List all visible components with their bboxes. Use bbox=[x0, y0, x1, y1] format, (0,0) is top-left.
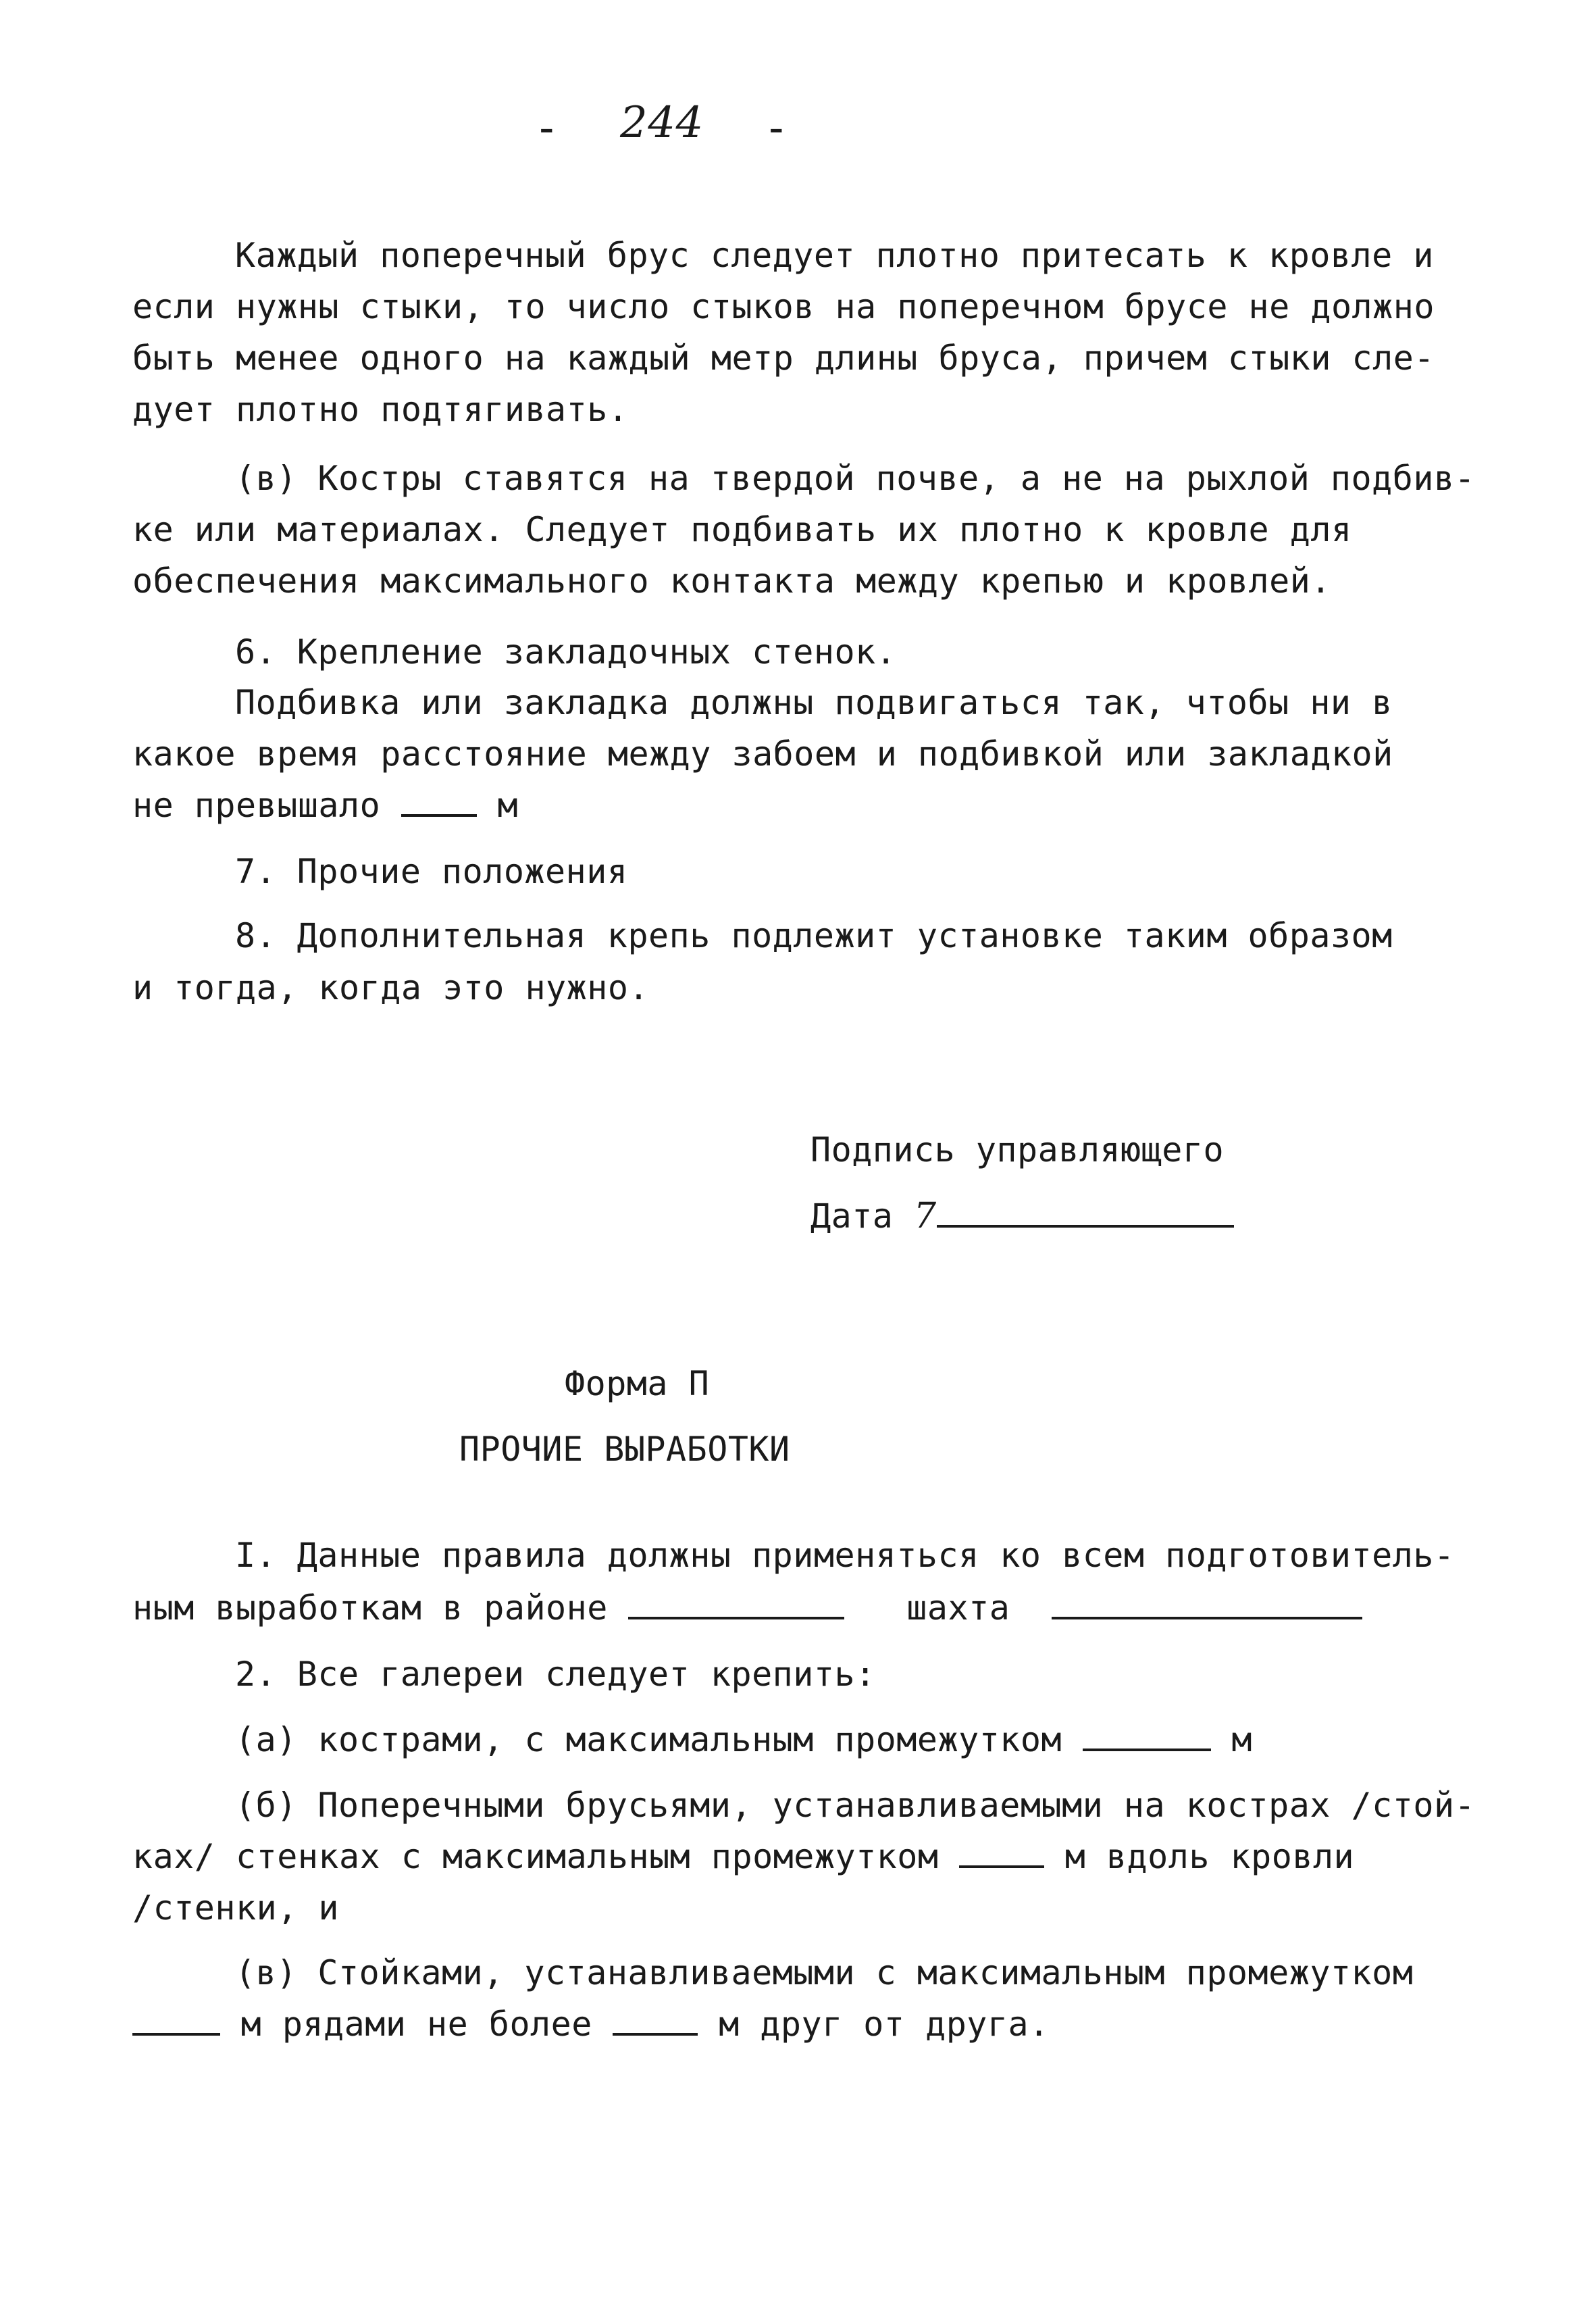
district-blank bbox=[628, 1590, 844, 1619]
mine-blank bbox=[1052, 1590, 1362, 1619]
date-blank bbox=[937, 1198, 1234, 1228]
spacing-blank bbox=[132, 2006, 220, 2036]
item-b-suffix: м вдоль кровли bbox=[1064, 1837, 1355, 1876]
paragraph-line: (в) Стойками, устанавливаемыми с максимальным промежутком bbox=[235, 1953, 1414, 1992]
section-6-last-prefix: не превышало bbox=[132, 786, 381, 825]
paragraph-line: быть менее одного на каждый метр длины бруса, причем стыки сле- bbox=[132, 338, 1435, 378]
form-title: Форма П bbox=[565, 1364, 710, 1403]
item-1-text: ным выработкам в районе bbox=[132, 1588, 608, 1628]
spacing-blank bbox=[1083, 1721, 1211, 1751]
paragraph-line: (в) Костры ставятся на твердой почве, а не на рыхлой подбив- bbox=[235, 459, 1476, 498]
paragraph-line: /стенки, и bbox=[132, 1888, 340, 1928]
section-7-heading: 7. Прочие положения bbox=[235, 852, 628, 891]
date-handwritten: 7 bbox=[914, 1196, 937, 1236]
paragraph-line bbox=[235, 1719, 1252, 1760]
date-label: Дата bbox=[810, 1197, 894, 1236]
paragraph-line bbox=[132, 785, 518, 826]
paragraph-line: 2. Все галереи следует крепить: bbox=[235, 1655, 876, 1694]
form-subtitle: ПРОЧИЕ ВЫРАБОТКИ bbox=[459, 1430, 790, 1469]
unit: м bbox=[497, 786, 519, 825]
mine-label: шахта bbox=[906, 1588, 1010, 1628]
item-v-text: м рядами не более bbox=[240, 2005, 592, 2044]
paragraph-line: (б) Поперечными брусьями, устанавливаемыми на кострах /стой- bbox=[235, 1786, 1476, 1825]
paragraph-line: I. Данные правила должны применяться ко всем подготовитель- bbox=[235, 1536, 1455, 1575]
item-v-suffix: м друг от друга. bbox=[719, 2005, 1050, 2044]
paragraph-line: Каждый поперечный брус следует плотно притесать к кровле и bbox=[235, 236, 1434, 275]
spacing-blank bbox=[959, 1838, 1044, 1868]
date-line bbox=[810, 1196, 1234, 1236]
item-b-text: ках/ стенках с максимальным промежутком bbox=[132, 1837, 939, 1876]
section-6-heading: 6. Крепление закладочных стенок. bbox=[235, 632, 897, 672]
distance-blank bbox=[401, 787, 477, 817]
paragraph-line: и тогда, когда это нужно. bbox=[132, 968, 650, 1007]
paragraph-line bbox=[132, 1588, 1362, 1628]
page-number: 244 bbox=[620, 98, 704, 148]
paragraph-line: ке или материалах. Следует подбивать их плотно к кровле для bbox=[132, 510, 1352, 549]
item-a-text: (а) кострами, с максимальным промежутком bbox=[235, 1720, 1062, 1759]
paragraph-line bbox=[132, 2004, 1050, 2044]
signature-label: Подпись управляющего bbox=[810, 1130, 1225, 1169]
unit: м bbox=[1231, 1720, 1252, 1759]
paragraph-line: если нужны стыки, то число стыков на поперечном брусе не должно bbox=[132, 287, 1435, 326]
paragraph-line: Подбивка или закладка должны подвигаться так, чтобы ни в bbox=[235, 683, 1393, 722]
paragraph-line bbox=[132, 1836, 1354, 1877]
header-dash-left: - bbox=[534, 103, 561, 153]
paragraph-line: 8. Дополнительная крепь подлежит установке таким образом bbox=[235, 916, 1393, 955]
paragraph-line: дует плотно подтягивать. bbox=[132, 390, 629, 429]
paragraph-line: какое время расстояние между забоем и подбивкой или закладкой bbox=[132, 734, 1393, 774]
header-dash-right: - bbox=[763, 103, 790, 153]
paragraph-line: обеспечения максимального контакта между крепью и кровлей. bbox=[132, 561, 1331, 601]
row-spacing-blank bbox=[613, 2006, 698, 2036]
